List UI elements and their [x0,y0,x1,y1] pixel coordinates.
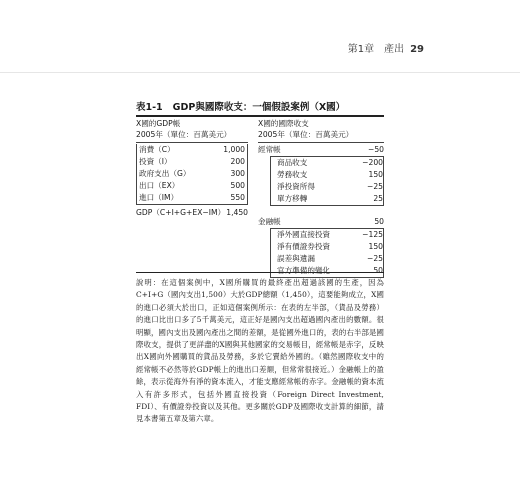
gdp-row-exports: 出口（EX） 500 [139,181,245,190]
table-top-rule [136,115,384,117]
financial-account-row [258,216,384,228]
bop-row-portfolio: 淨有價證券投資 150 [277,242,383,251]
bop-row-fdi: 淨外國直接投資 −125 [277,230,383,239]
bop-row-transfers: 單方移轉 25 [277,194,383,203]
page-number: 29 [410,44,424,55]
bop-row-goods: 商品收支 −200 [277,158,383,167]
table-bottom-rule [136,272,384,273]
gdp-total-row [136,207,248,219]
gdp-account [136,118,248,219]
table-caption [136,99,345,113]
bop-box-top [258,142,384,143]
gdp-row-investment: 投資（I） 200 [139,157,245,166]
gdp-row-government: 政府支出（G） 300 [139,169,245,178]
bop-row-errors: 誤差與遺漏 −25 [277,254,383,263]
gdp-row-imports: 進口（IM） 550 [139,193,245,202]
gdp-items [136,144,248,205]
bop-row-services: 勞務收支 150 [277,170,383,179]
current-account-row [258,144,384,156]
current-account-value: −50 [367,145,384,154]
financial-account-value: 50 [374,217,384,226]
gdp-account-heading: X國的GDP帳 [136,119,181,128]
running-header [348,40,424,55]
bop-heading: X國的國際收支 [258,119,309,128]
financial-account-label: 金融帳 [258,217,281,226]
table-title: GDP與國際收支：一個假設案例（X國） [172,102,346,113]
table-number: 表1-1 [136,102,163,113]
gdp-row-consumption: 消費（C） 1,000 [139,145,245,154]
bop-row-investment-income: 淨投資所得 −25 [277,182,383,191]
header-divider [0,72,520,73]
chapter-title: 第1章 產出 [347,44,405,55]
gdp-total-value: 1,450 [226,208,248,217]
gdp-account-unit: 2005年（單位：百萬美元） [136,130,232,139]
gdp-total-label: GDP（C+I+G+EX−IM） [136,208,226,217]
financial-account-items [270,228,384,278]
bop-unit: 2005年（單位：百萬美元） [258,130,354,139]
balance-of-payments [258,118,384,278]
bop-row-reserves: 官方準備的變化 50 [277,266,383,275]
current-account-label: 經常帳 [258,145,281,154]
gdp-box-top [136,142,248,143]
current-account-items [270,156,384,206]
table-note: 說明：在這個案例中，X國所購買的最終產出超過該國的生產，因為C+I+G（國內支出1,500）大於GDP總額（1,450），這要能夠成立，X國的進口必須大於出口，正如這個案例所示：在表的左半部，（貨品及勞務）的進口比出口多了5千萬美元，這正好是國內支出超過國內產出的數額。很明顯，國內支出及國內產出之間的差額，是從國外進口的，表的右半部是國際收支，提供了更詳盡的X國與其他國家的交易帳目，經常帳是赤字，反映出X國向外國購買的貨品及勞務，多於它賣給外國的。（雖然國際收支中的經常帳不必然等於GDP帳上的進出口差額，但常常很接近。）金融帳上的盈餘，表示從海外有淨的資本流入，才能支應經常帳的赤字。金融帳的資本流入有許多形式，包括外國直接投資（Foreign Direct Investment, FDI）、有價證券投資以及其他。更多關於GDP及國際收支計算的細節，請見本書第五章及第六章。 [136,278,384,424]
